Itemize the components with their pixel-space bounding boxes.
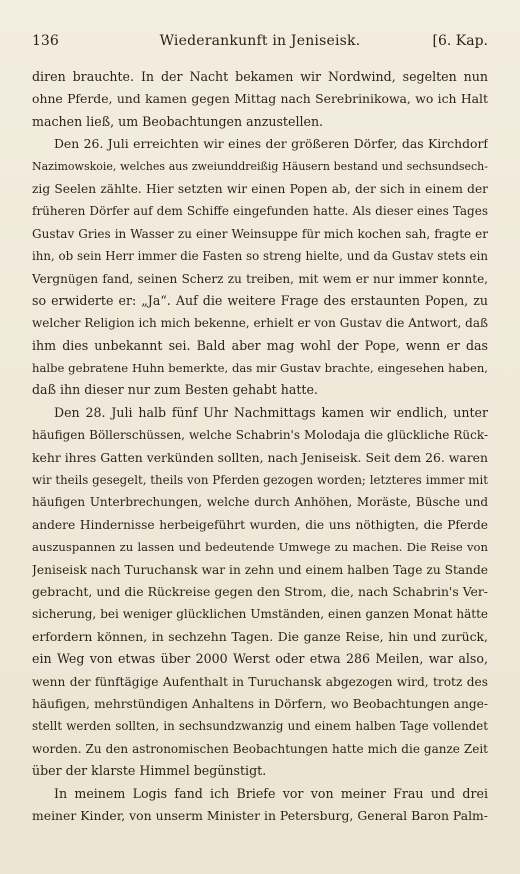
text-line: worden. Zu den astronomischen Beobachtungen hatte mich die ganze Zeit bbox=[32, 741, 488, 756]
text-line: ohne Pferde, und kamen gegen Mittag nach Serebrinikowa, wo ich Halt bbox=[32, 91, 488, 107]
text-line: häufigen Böllerschüssen, welche Schabrin's Molodaja die glückliche Rück- bbox=[32, 428, 488, 443]
text-line: ein Weg von etwas über 2000 Werst oder etwa 286 Meilen, war also, bbox=[32, 651, 488, 667]
page-header bbox=[32, 33, 488, 53]
text-line: Jeniseisk nach Turuchansk war in zehn und einem halben Tage zu Stande bbox=[32, 562, 488, 577]
text-line: früheren Dörfer auf dem Schiffe eingefunden hatte. Als dieser eines Tages bbox=[32, 204, 488, 219]
text-line: häufigen Unterbrechungen, welche durch Anhöhen, Moräste, Büsche und bbox=[32, 495, 488, 510]
text-line: über der klarste Himmel begünstigt. bbox=[32, 763, 267, 779]
text-line: auszuspannen zu lassen und bedeutende Umwege zu machen. Die Reise von bbox=[32, 540, 488, 555]
text-line: Gustav Gries in Wasser zu einer Weinsuppe für mich kochen sah, fragte er bbox=[32, 226, 488, 241]
text-line: ihn, ob sein Herr immer die Fasten so streng hielte, und da Gustav stets ein bbox=[32, 249, 488, 264]
text-line: welcher Religion ich mich bekenne, erhielt er von Gustav die Antwort, daß bbox=[32, 316, 488, 331]
text-line: gebracht, und die Rückreise gegen den Strom, die, nach Schabrin's Ver- bbox=[32, 583, 488, 599]
text-line: kehr ihres Gatten verkünden sollten, nach Jeniseisk. Seit dem 26. waren bbox=[32, 449, 488, 465]
text-line: Den 28. Juli halb fünf Uhr Nachmittags kamen wir endlich, unter bbox=[54, 404, 488, 420]
text-line: so erwiderte er: „Ja“. Auf die weitere Frage des erstaunten Popen, zu bbox=[32, 292, 488, 308]
text-line: Nazimowskoie, welches aus zweiunddreißig Häusern bestand und sechsundsech- bbox=[32, 159, 488, 173]
text-line: halbe gebratene Huhn bemerkte, das mir Gustav brachte, eingesehen haben, bbox=[32, 361, 488, 376]
text-line: In meinem Logis fand ich Briefe vor von meiner Frau und drei bbox=[54, 785, 488, 801]
text-line: diren brauchte. In der Nacht bekamen wir Nordwind, segelten nun bbox=[32, 69, 488, 84]
text-line: häufigen, mehrstündigen Anhaltens in Dörfern, wo Beobachtungen ange- bbox=[32, 696, 488, 711]
body-text bbox=[32, 66, 488, 827]
text-line: wenn der fünftägige Aufenthalt in Turuchansk abgezogen wird, trotz des bbox=[32, 674, 488, 689]
chapter-label: [6. Kap. bbox=[432, 33, 488, 49]
text-line: Den 26. Juli erreichten wir eines der größeren Dörfer, das Kirchdorf bbox=[54, 136, 488, 152]
text-line: andere Hindernisse herbeigeführt wurden, die uns nöthigten, die Pferde bbox=[32, 517, 488, 532]
text-line: ihm dies unbekannt sei. Bald aber mag wohl der Pope, wenn er das bbox=[32, 337, 488, 353]
text-line: machen ließ, um Beobachtungen anzustellen. bbox=[32, 113, 324, 129]
text-line: wir theils gesegelt, theils von Pferden gezogen worden; letzteres immer mit bbox=[32, 473, 488, 488]
text-line: zig Seelen zählte. Hier setzten wir einen Popen ab, der sich in einem der bbox=[32, 181, 488, 196]
text-line: sicherung, bei weniger glücklichen Umständen, einen ganzen Monat hätte bbox=[32, 607, 488, 622]
text-line: Vergnügen fand, seinen Scherz zu treiben, mit wem er nur immer konnte, bbox=[32, 271, 488, 286]
text-line: erfordern können, in sechzehn Tagen. Die ganze Reise, hin und zurück, bbox=[32, 628, 488, 644]
text-line: meiner Kinder, von unserm Minister in Petersburg, General Baron Palm- bbox=[32, 807, 488, 823]
text-line: stellt werden sollten, in sechsundzwanzig und einem halben Tage vollendet bbox=[32, 719, 488, 734]
text-line: daß ihn dieser nur zum Besten gehabt hatte. bbox=[32, 382, 318, 398]
page-number: 136 bbox=[32, 33, 59, 49]
running-title: Wiederankunft in Jeniseisk. bbox=[159, 33, 361, 49]
